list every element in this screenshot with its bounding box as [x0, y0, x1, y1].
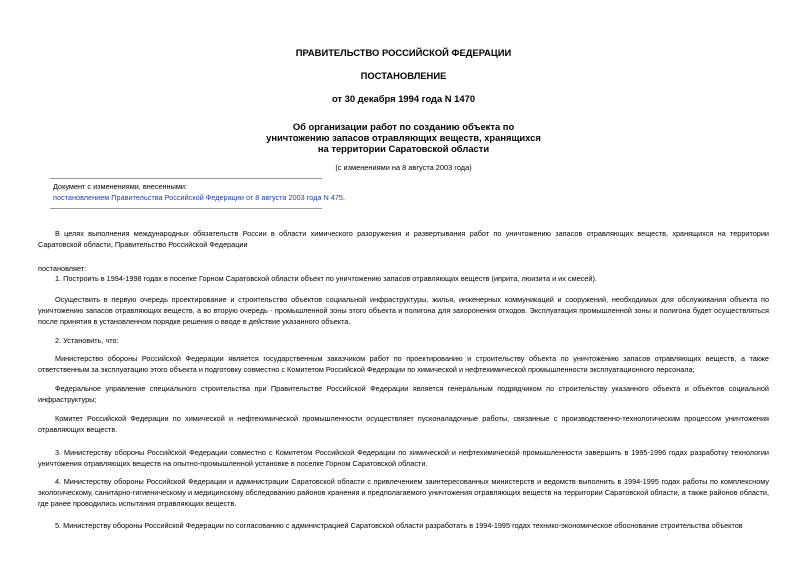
paragraph-1: 1. Построить в 1994-1998 годах в поселке Горном Саратовской области объект по уничтожению запасов отравляющих веществ (иприта, люизита и их смесей). [55, 274, 597, 283]
paragraph-1b: Осуществить в первую очередь проектирование и строительство объектов социальной инфраструктуры, жилья, инженерных коммуникаций и сооружений, необходимых для обслуживания объекта по уничтожению запасов отравляющих веществ, а во вторую очередь - промышленной зоны этого объекта и полигона для захоронения отходов. Эксплуатация промышленной зоны и полигона будет осуществляться после принятия в установленном порядке решения о вводе в действие указанного объекта. [38, 295, 769, 326]
document-date-number: от 30 декабря 1994 года N 1470 [331, 93, 476, 104]
amendments-note: (с изменениями на 8 августа 2003 года) [335, 163, 472, 172]
paragraph-2a: Министерство обороны Российской Федерации является государственным заказчиком работ по проектированию и строительству объекта по уничтожению запасов отравляющих веществ, а также ответственным за эксплуатацию этого объекта и подготовку совместно с Комитетом Российской Федерации по химической и нефтехимической промышленности эксплуатационного персонала; [38, 354, 769, 374]
amendments-intro: Документ с изменениями, внесенными: [53, 182, 187, 191]
amendment-link-row [53, 193, 345, 203]
decides-line: постановляет: [38, 264, 87, 273]
paragraph-4: 4. Министерству обороны Российской Федерации и администрации Саратовской области с привлечением заинтересованных министерств и ведомств выполнить в 1994-1995 годах работы по комплексному экологическому, санитарно-гигиеническому и медицинскому обследованию районов хранения и предполагаемого уничтожения отравляющих веществ на территории Саратовской области, а также районов области, где ранее проводились испытания отравляющих веществ. [38, 477, 769, 508]
document-type: ПОСТАНОВЛЕНИЕ [360, 70, 447, 81]
amendment-link-suffix: . [342, 193, 346, 202]
paragraph-5: 5. Министерству обороны Российской Федерации по согласованию с администрацией Саратовской области разработать в 1994-1995 годах технико-экономическое обоснование строительства объектов [55, 521, 743, 530]
note-top-rule [50, 178, 322, 179]
paragraph-2c: Комитет Российской Федерации по химической и нефтехимической промышленности осуществляет пусконаладочные работы, связанные с производственно-технологическим процессом уничтожения отравляющих веществ. [38, 414, 769, 434]
amendment-link[interactable]: постановлением Правительства Российской Федерации от 8 августа 2003 года N 475 [53, 193, 343, 202]
paragraph-2: 2. Установить, что: [55, 336, 119, 345]
note-bottom-rule [50, 208, 322, 209]
government-name: ПРАВИТЕЛЬСТВО РОССИЙСКОЙ ФЕДЕРАЦИИ [295, 47, 512, 58]
paragraph-2b: Федеральное управление специального строительства при Правительстве Российской Федерации является генеральным подрядчиком по строительству указанного объекта и объектов социальной инфраструктуры; [38, 384, 769, 404]
paragraph-3: 3. Министерству обороны Российской Федерации совместно с Комитетом Российской Федерации по химической и нефтехимической промышленности завершить в 1995-1996 годах разработку технологии уничтожения отравляющих веществ на опытно-промышленной установке в поселке Горном Саратовской области. [38, 448, 769, 468]
document-title: Об организации работ по созданию объекта по уничтожению запасов отравляющих веществ, хранящихся на территории Саратовской области [266, 121, 541, 154]
preamble-paragraph: В целях выполнения международных обязательств России в области химического разоружения и развертывания работ по уничтожению запасов отравляющих веществ, хранящихся на территории Саратовской области, Правительство Российской Федерации [38, 229, 769, 249]
